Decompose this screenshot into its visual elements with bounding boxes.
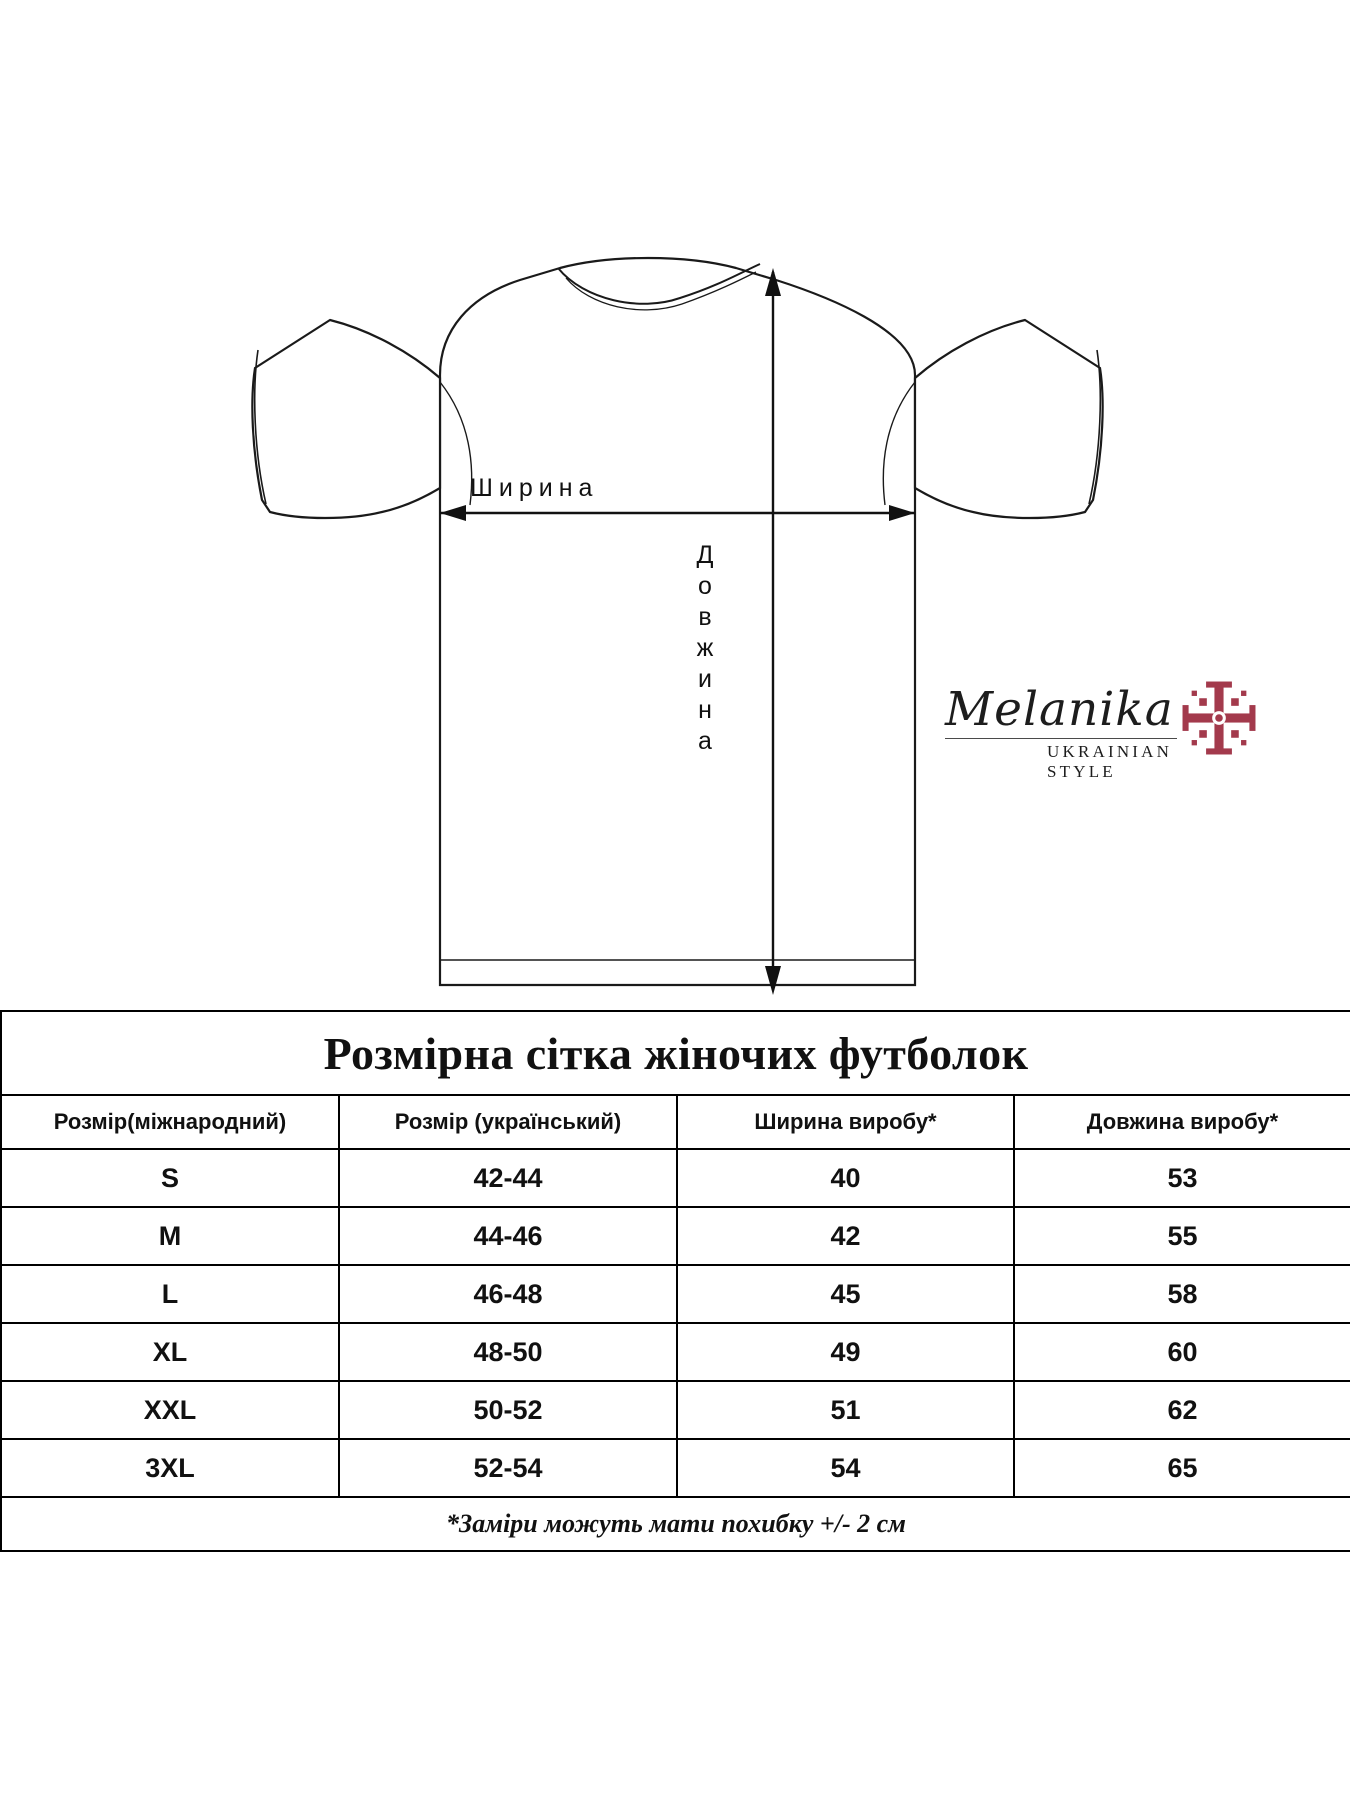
table-row	[1, 1207, 1350, 1265]
cell-length: 65	[1014, 1439, 1350, 1497]
table-row	[1, 1439, 1350, 1497]
cell-ua-size: 44-46	[339, 1207, 677, 1265]
cell-width: 40	[677, 1149, 1014, 1207]
logo-divider	[945, 738, 1177, 739]
cell-length: 58	[1014, 1265, 1350, 1323]
column-header-intl-size: Розмір(міжнародний)	[1, 1095, 339, 1149]
cell-intl-size: M	[1, 1207, 339, 1265]
cell-ua-size: 52-54	[339, 1439, 677, 1497]
width-dimension-label: Ширина	[470, 474, 599, 502]
brand-name: Melanika	[945, 682, 1174, 737]
size-chart-table-wrapper	[0, 1010, 1350, 1552]
column-header-length: Довжина виробу*	[1014, 1095, 1350, 1149]
cell-width: 45	[677, 1265, 1014, 1323]
cell-ua-size: 42-44	[339, 1149, 677, 1207]
cell-ua-size: 50-52	[339, 1381, 677, 1439]
cell-length: 53	[1014, 1149, 1350, 1207]
page-title: Розмірна сітка жіночих футболок	[1, 1011, 1350, 1095]
table-header-row	[1, 1095, 1350, 1149]
measurement-tolerance-note: *Заміри можуть мати похибку +/- 2 см	[1, 1497, 1350, 1551]
table-row	[1, 1323, 1350, 1381]
cell-ua-size: 46-48	[339, 1265, 677, 1323]
cell-length: 62	[1014, 1381, 1350, 1439]
length-dimension-label: Д о в ж и н а	[696, 541, 714, 755]
ukrainian-ornament-icon	[1181, 680, 1257, 756]
brand-tagline: UKRAINIAN STYLE	[1047, 742, 1173, 781]
cell-width: 54	[677, 1439, 1014, 1497]
cell-width: 51	[677, 1381, 1014, 1439]
cell-intl-size: XXL	[1, 1381, 339, 1439]
cell-intl-size: L	[1, 1265, 339, 1323]
cell-intl-size: S	[1, 1149, 339, 1207]
size-chart-table	[0, 1010, 1350, 1552]
column-header-width: Ширина виробу*	[677, 1095, 1014, 1149]
cell-length: 60	[1014, 1323, 1350, 1381]
column-header-ua-size: Розмір (український)	[339, 1095, 677, 1149]
cell-intl-size: XL	[1, 1323, 339, 1381]
cell-width: 49	[677, 1323, 1014, 1381]
cell-intl-size: 3XL	[1, 1439, 339, 1497]
table-note-row	[1, 1497, 1350, 1551]
table-row	[1, 1381, 1350, 1439]
table-title-row	[1, 1011, 1350, 1095]
table-row	[1, 1149, 1350, 1207]
cell-ua-size: 48-50	[339, 1323, 677, 1381]
cell-width: 42	[677, 1207, 1014, 1265]
table-row	[1, 1265, 1350, 1323]
brand-logo	[945, 680, 1240, 790]
cell-length: 55	[1014, 1207, 1350, 1265]
